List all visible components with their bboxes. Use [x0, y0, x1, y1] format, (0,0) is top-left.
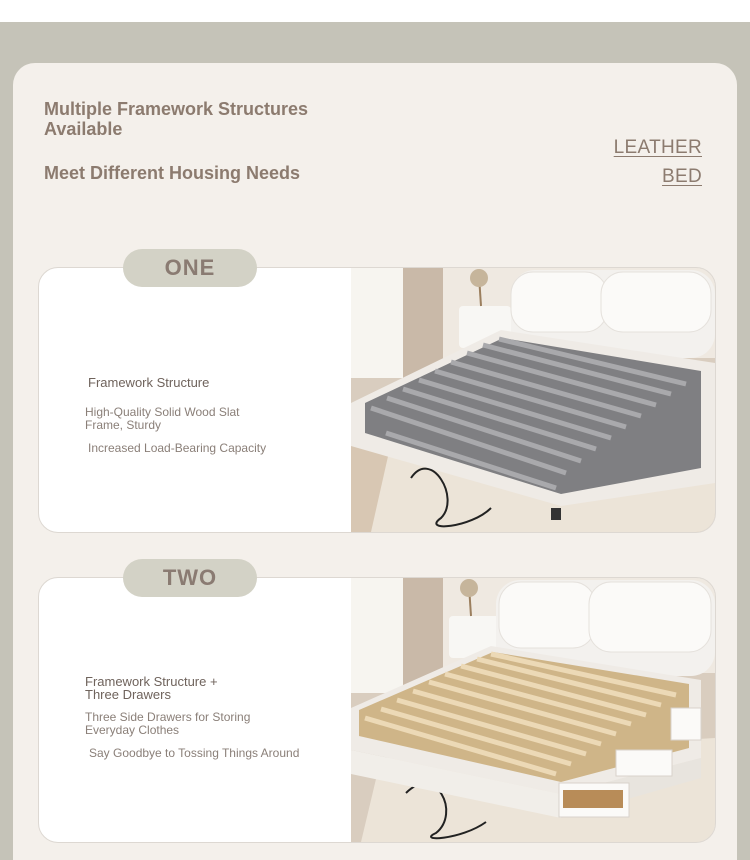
brand-word-bed: BED: [662, 166, 702, 187]
page-title: Multiple Framework Structures Available: [44, 99, 309, 139]
brand-word-leather: LEATHER: [613, 137, 702, 158]
option-one-feature-2: Increased Load-Bearing Capacity: [88, 441, 267, 455]
bed-photo-drawer-frame: [351, 578, 715, 842]
option-card-one: [38, 267, 716, 533]
option-badge-two: TWO: [123, 559, 257, 597]
bed-photo-slat-frame: [351, 268, 715, 532]
option-one-heading: Framework Structure: [88, 375, 210, 390]
option-two-feature-2: Say Goodbye to Tossing Things Around: [89, 746, 300, 760]
page-subtitle: Meet Different Housing Needs: [44, 163, 301, 183]
option-two-heading: Framework Structure + Three Drawers: [85, 674, 218, 702]
option-one-feature-1: High-Quality Solid Wood Slat Frame, Sturdy: [85, 405, 240, 432]
option-two-feature-1: Three Side Drawers for Storing Everyday Clothes: [85, 710, 251, 737]
option-badge-one: ONE: [123, 249, 257, 287]
